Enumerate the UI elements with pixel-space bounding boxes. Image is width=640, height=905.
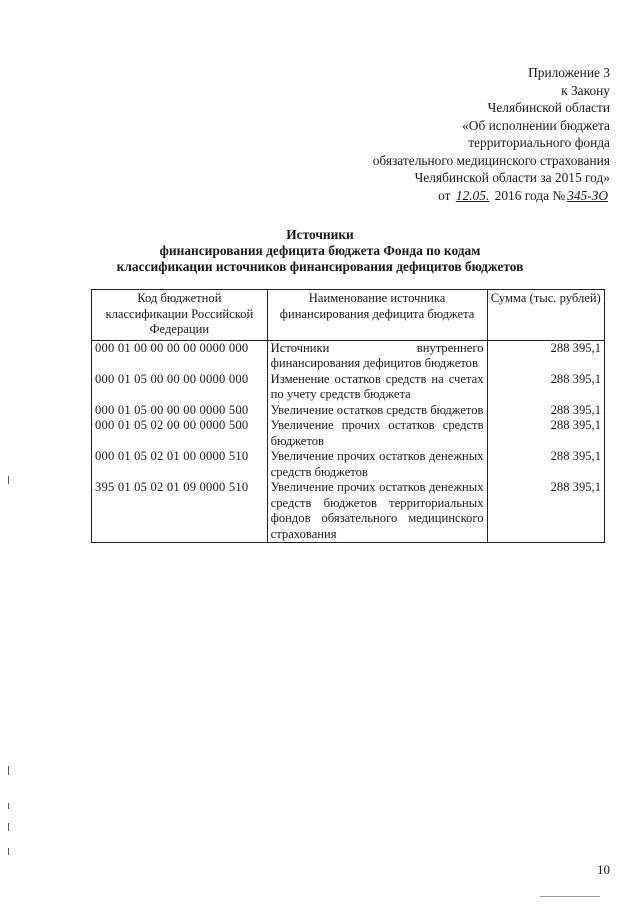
row-code: 395 01 05 02 01 09 0000 510: [92, 480, 268, 543]
appendix-line: Челябинской области: [487, 100, 610, 115]
appendix-line: обязательного медицинского страхования: [372, 152, 610, 168]
appendix-line: территориального фонда: [468, 135, 610, 150]
appendix-line: к Закону: [561, 82, 610, 98]
scan-artifact: [8, 803, 9, 809]
header-name: Наименование источника финансирования дефицита бюджета: [267, 290, 487, 341]
document-heading: [60, 227, 580, 275]
row-sum: 288 395,1: [487, 403, 604, 419]
row-sum: 288 395,1: [487, 480, 604, 543]
row-name: Увеличение прочих остатков денежных средств бюджетов: [267, 449, 487, 480]
scan-artifact: [8, 476, 9, 484]
appendix-line: «Об исполнении бюджета: [462, 117, 610, 133]
row-sum: 288 395,1: [487, 449, 604, 480]
date-value: 12.05.: [455, 187, 490, 203]
row-name: Источники внутреннего финансирования дефицитов бюджетов: [267, 340, 487, 372]
header-sum: Сумма (тыс. рублей): [487, 290, 604, 341]
date-middle: 2016 года №: [494, 187, 566, 203]
scan-artifact: [540, 896, 600, 897]
appendix-line: Приложение 3: [528, 65, 610, 80]
heading-line-3: классификации источников финансирования дефицитов бюджетов: [116, 259, 524, 274]
row-code: 000 01 05 02 01 00 0000 510: [92, 449, 268, 480]
row-name: Увеличение остатков средств бюджетов: [267, 403, 487, 419]
row-sum: 288 395,1: [487, 418, 604, 449]
table-row: [92, 372, 605, 403]
heading-line-1: Источники: [286, 227, 354, 242]
row-name: Увеличение прочих остатков денежных средств бюджетов территориальных фондов обязательного медицинского страхования: [267, 480, 487, 543]
row-code: 000 01 05 00 00 00 0000 000: [92, 372, 268, 403]
page-number: 10: [597, 862, 610, 877]
sources-table: [91, 289, 605, 543]
scan-artifact: [8, 848, 9, 855]
appendix-block: [290, 64, 610, 204]
row-code: 000 01 00 00 00 00 0000 000: [92, 340, 268, 372]
table-header-row: [92, 290, 605, 341]
row-code: 000 01 05 00 00 00 0000 500: [92, 403, 268, 419]
row-code: 000 01 05 02 00 00 0000 500: [92, 418, 268, 449]
table-row: [92, 418, 605, 449]
appendix-line: Челябинской области за 2015 год»: [414, 170, 610, 185]
table-row: [92, 449, 605, 480]
table-row: [92, 403, 605, 419]
scan-artifact: [8, 823, 9, 831]
table-row: [92, 340, 605, 372]
row-name: Увеличение прочих остатков средств бюджетов: [267, 418, 487, 449]
table-row: [92, 480, 605, 543]
date-prefix: от: [438, 187, 451, 203]
row-sum: 288 395,1: [487, 372, 604, 403]
row-name: Изменение остатков средств на счетах по учету средств бюджета: [267, 372, 487, 403]
law-number: 345-ЗО: [567, 187, 608, 203]
scan-artifact: [8, 766, 9, 775]
header-code: Код бюджетной классификации Российской Федерации: [92, 290, 268, 341]
law-date-line: [290, 187, 610, 205]
heading-line-2: финансирования дефицита бюджета Фонда по кодам: [159, 243, 481, 258]
row-sum: 288 395,1: [487, 340, 604, 372]
